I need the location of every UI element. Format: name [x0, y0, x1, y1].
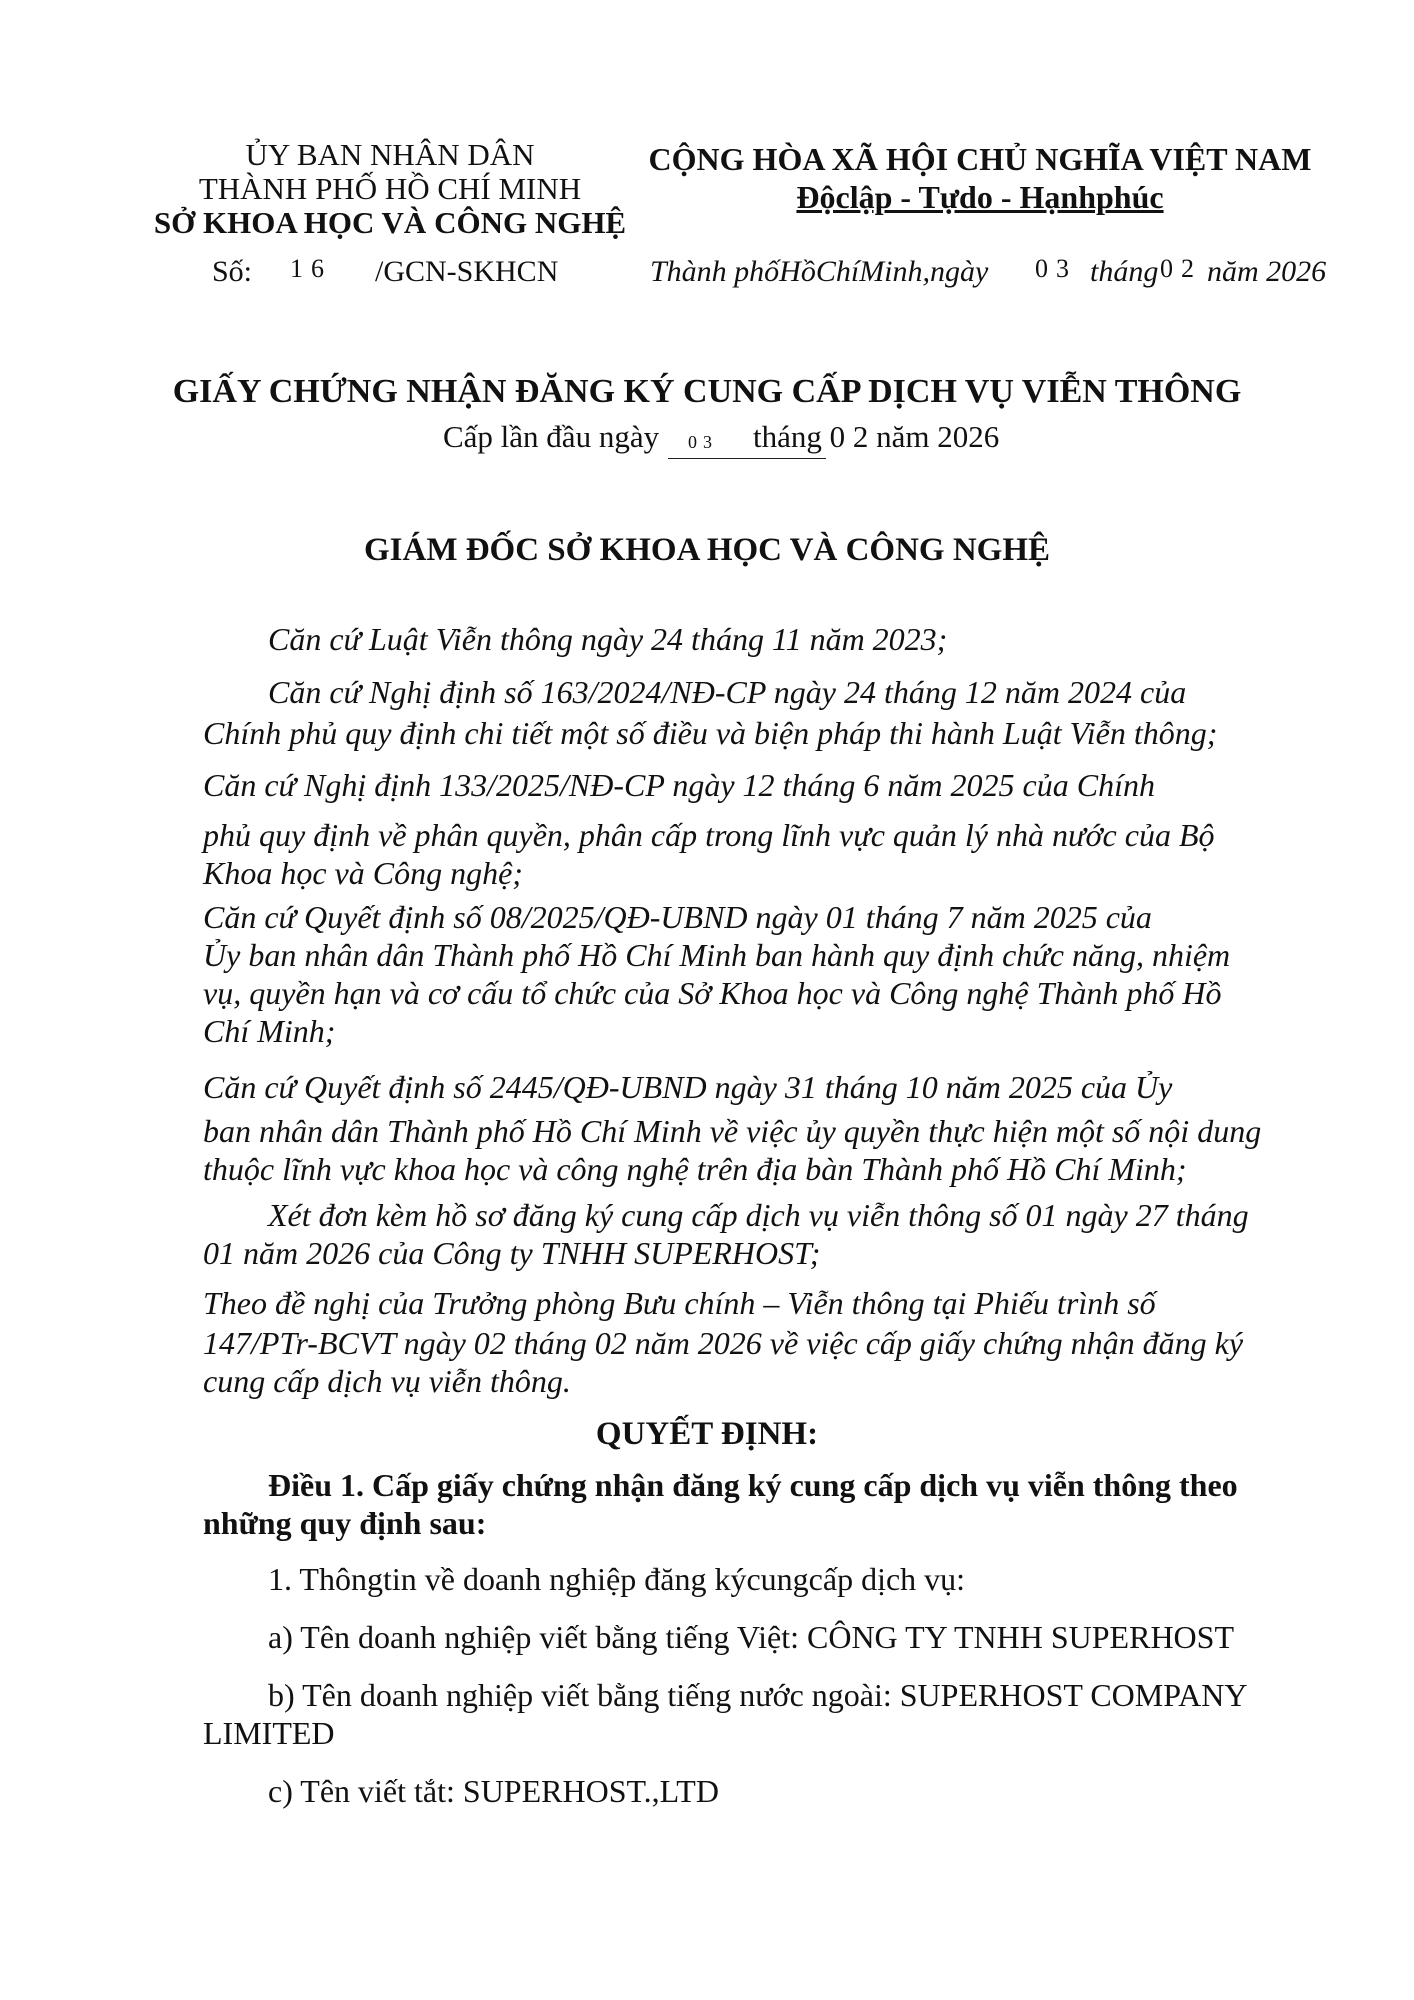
basis-line-8: Ủy ban nhân dân Thành phố Hồ Chí Minh ban hành quy định chức năng, nhiệm [203, 937, 1231, 973]
org-line-1: ỦY BAN NHÂN DÂN [245, 137, 535, 172]
year-text: năm 2026 [1207, 255, 1327, 288]
nation-line-2 [640, 178, 1320, 216]
number-suffix: /GCN-SKHCN [375, 255, 559, 288]
month-value: 02 [1160, 254, 1202, 283]
article-1-line-2: những quy định sau: [203, 1505, 487, 1541]
basis-line-10: Chí Minh; [203, 1013, 336, 1049]
basis-line-12: ban nhân dân Thành phố Hồ Chí Minh về việc ủy quyền thực hiện một số nội dung [203, 1113, 1262, 1149]
article-1-line-1: Điều 1. Cấp giấy chứng nhận đăng ký cung cấp dịch vụ viễn thông theo [268, 1467, 1238, 1503]
basis-line-3: Chính phủ quy định chi tiết một số điều và biện pháp thi hành Luật Viễn thông; [203, 715, 1218, 751]
basis-line-2: Căn cứ Nghị định số 163/2024/NĐ-CP ngày 24 tháng 12 năm 2024 của [268, 674, 1187, 710]
motto: Độclập - Tựdo - Hạnhphúc [796, 179, 1164, 215]
day-value: 03 [1035, 254, 1077, 283]
basis-line-1: Căn cứ Luật Viễn thông ngày 24 tháng 11 năm 2023; [268, 621, 948, 657]
item-c: c) Tên viết tắt: SUPERHOST.,LTD [268, 1773, 719, 1809]
issued-rest: tháng 0 2 năm 2026 [753, 419, 1000, 454]
basis-line-9: vụ, quyền hạn và cơ cấu tổ chức của Sở Khoa học và Công nghệ Thành phố Hồ [203, 975, 1222, 1011]
basis-line-17: 147/PTr-BCVT ngày 02 tháng 02 năm 2026 về việc cấp giấy chứng nhận đăng ký [203, 1325, 1244, 1361]
certificate-title: GIẤY CHỨNG NHẬN ĐĂNG KÝ CUNG CẤP DỊCH VỤ VIỄN THÔNG [172, 373, 1242, 410]
nation-line-1: CỘNG HÒA XÃ HỘI CHỦ NGHĨA VIỆT NAM [648, 141, 1312, 177]
basis-line-13: thuộc lĩnh vực khoa học và công nghệ trên địa bàn Thành phố Hồ Chí Minh; [203, 1151, 1187, 1187]
basis-line-5: phủ quy định về phân quyền, phân cấp trong lĩnh vực quản lý nhà nước của Bộ [203, 817, 1215, 853]
basis-line-14: Xét đơn kèm hồ sơ đăng ký cung cấp dịch vụ viễn thông số 01 ngày 27 tháng [268, 1197, 1249, 1233]
basis-line-16: Theo đề nghị của Trưởng phòng Bưu chính – Viễn thông tại Phiếu trình số [203, 1285, 1156, 1321]
month-label: tháng [1090, 255, 1159, 288]
basis-line-15: 01 năm 2026 của Công ty TNHH SUPERHOST; [203, 1235, 821, 1271]
issued-prefix: Cấp lần đầu ngày [443, 419, 660, 454]
place-date: Thành phốHồChíMinh,ngày [650, 255, 989, 288]
authority-heading: GIÁM ĐỐC SỞ KHOA HỌC VÀ CÔNG NGHỆ [363, 532, 1051, 568]
date-fill-line [668, 458, 826, 459]
basis-line-4: Căn cứ Nghị định 133/2025/NĐ-CP ngày 12 tháng 6 năm 2025 của Chính [203, 767, 1155, 803]
item-b: b) Tên doanh nghiệp viết bằng tiếng nước ngoài: SUPERHOST COMPANY [268, 1677, 1248, 1713]
basis-line-7: Căn cứ Quyết định số 08/2025/QĐ-UBND ngày 01 tháng 7 năm 2025 của [203, 899, 1152, 935]
decision-heading: QUYẾT ĐỊNH: [595, 1416, 819, 1452]
number-value: 16 [290, 254, 332, 283]
org-line-2: THÀNH PHỐ HỒ CHÍ MINH [198, 171, 582, 206]
basis-line-18: cung cấp dịch vụ viễn thông. [203, 1363, 571, 1399]
issued-day: 03 [688, 432, 718, 452]
org-line-3: SỞ KHOA HỌC VÀ CÔNG NGHỆ [153, 205, 627, 240]
basis-line-6: Khoa học và Công nghệ; [203, 855, 523, 891]
item-b-cont: LIMITED [203, 1715, 335, 1751]
number-label: Số: [212, 255, 253, 288]
basis-line-11: Căn cứ Quyết định số 2445/QĐ-UBND ngày 31 tháng 10 năm 2025 của Ủy [203, 1069, 1173, 1105]
item-1: 1. Thôngtin về doanh nghiệp đăng kýcungcấp dịch vụ: [268, 1561, 966, 1597]
item-a: a) Tên doanh nghiệp viết bằng tiếng Việt: CÔNG TY TNHH SUPERHOST [268, 1619, 1234, 1655]
